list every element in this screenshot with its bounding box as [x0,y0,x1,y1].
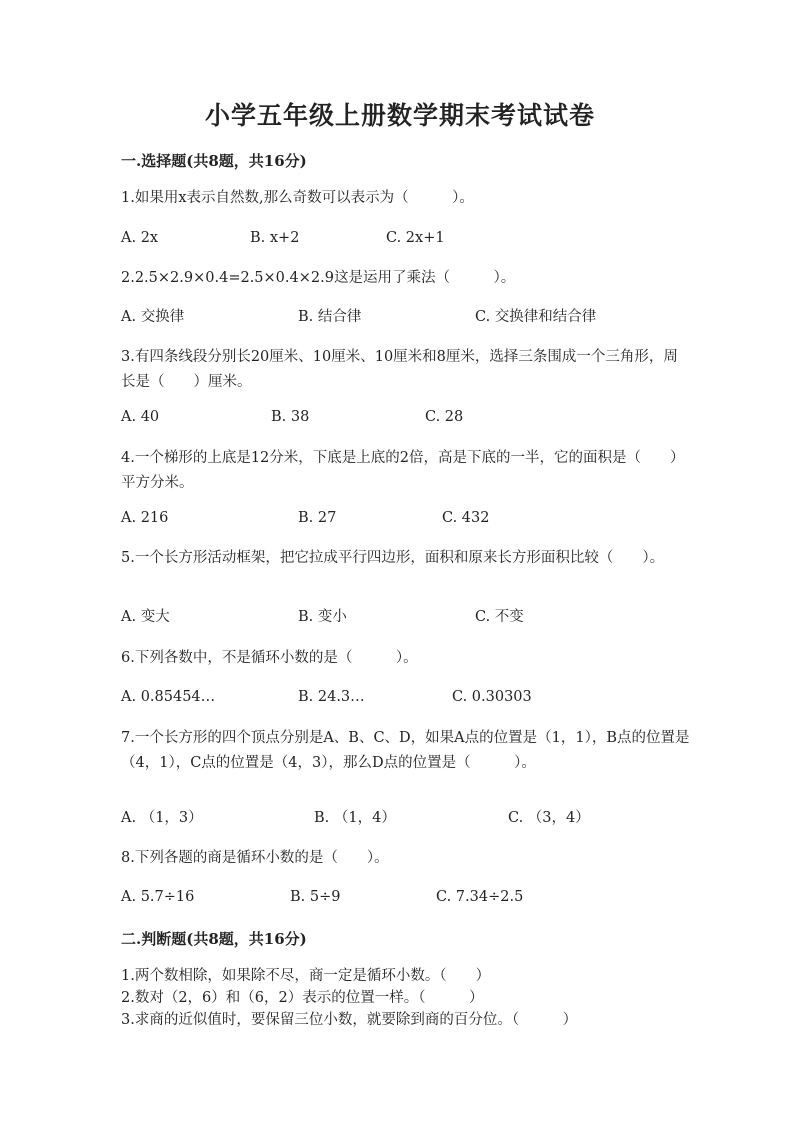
question-5-option-c: C. 不变 [475,609,524,625]
question-1-option-c: C. 2x+1 [386,230,445,246]
question-4-option-a: A. 216 [121,510,169,526]
question-4-option-c: C. 432 [442,510,490,526]
question-2-option-a: A. 交换律 [121,309,185,325]
question-4-option-b: B. 27 [298,510,337,526]
question-8-option-a: A. 5.7÷16 [121,889,195,905]
question-5-option-b: B. 变小 [298,609,347,625]
question-5: 5.一个长方形活动框架，把它拉成平行四边形，面积和原来长方形面积比较（ ）。 [121,550,665,566]
question-1-option-b: B. x+2 [250,230,300,246]
question-6-option-a: A. 0.85454… [121,689,216,705]
question-2-option-c: C. 交换律和结合律 [475,309,597,325]
question-7-option-a: A. （1，3） [121,810,203,826]
question-2-option-b: B. 结合律 [298,309,362,325]
question-3: 3.有四条线段分别长20厘米、10厘米、10厘米和8厘米，选择三条围成一个三角形，周长是（ ）厘米。 [121,349,678,390]
question-3-option-c: C. 28 [425,409,464,425]
section-heading-choice: 一.选择题(共8题，共16分) [121,152,307,170]
question-7-option-c: C. （3，4） [508,810,590,826]
question-5-option-a: A. 变大 [121,609,170,625]
question-1: 1.如果用x表示自然数,那么奇数可以表示为（ ）。 [121,190,474,206]
question-2: 2.2.5×2.9×0.4=2.5×0.4×2.9这是运用了乘法（ ）。 [121,270,516,286]
question-8: 8.下列各题的商是循环小数的是（ ）。 [121,850,389,866]
question-3-option-b: B. 38 [271,409,310,425]
question-3-option-a: A. 40 [121,409,160,425]
judgement-item-3: 3.求商的近似值时，要保留三位小数，就要除到商的百分位。（ ） [121,1012,578,1028]
judgement-item-2: 2.数对（2，6）和（6，2）表示的位置一样。（ ） [121,990,484,1006]
section-heading-judgement: 二.判断题(共8题，共16分) [121,930,307,948]
question-1-option-a: A. 2x [121,230,159,246]
question-7: 7.一个长方形的四个顶点分别是A、B、C、D，如果A点的位置是（1，1），B点的位置是（4，1），C点的位置是（4，3），那么D点的位置是（ ）。 [121,730,690,771]
question-8-option-c: C. 7.34÷2.5 [436,889,524,905]
question-6-option-c: C. 0.30303 [452,689,532,705]
question-8-option-b: B. 5÷9 [290,889,341,905]
question-7-option-b: B. （1，4） [314,810,396,826]
page-title: 小学五年级上册数学期末考试试卷 [204,101,595,130]
question-6-option-b: B. 24.3… [298,689,365,705]
question-4: 4.一个梯形的上底是12分米，下底是上底的2倍，高是下底的一半，它的面积是（ ）平方分米。 [121,450,685,491]
question-6: 6.下列各数中，不是循环小数的是（ ）。 [121,650,418,666]
judgement-item-1: 1.两个数相除，如果除不尽，商一定是循环小数。（ ） [121,968,491,984]
